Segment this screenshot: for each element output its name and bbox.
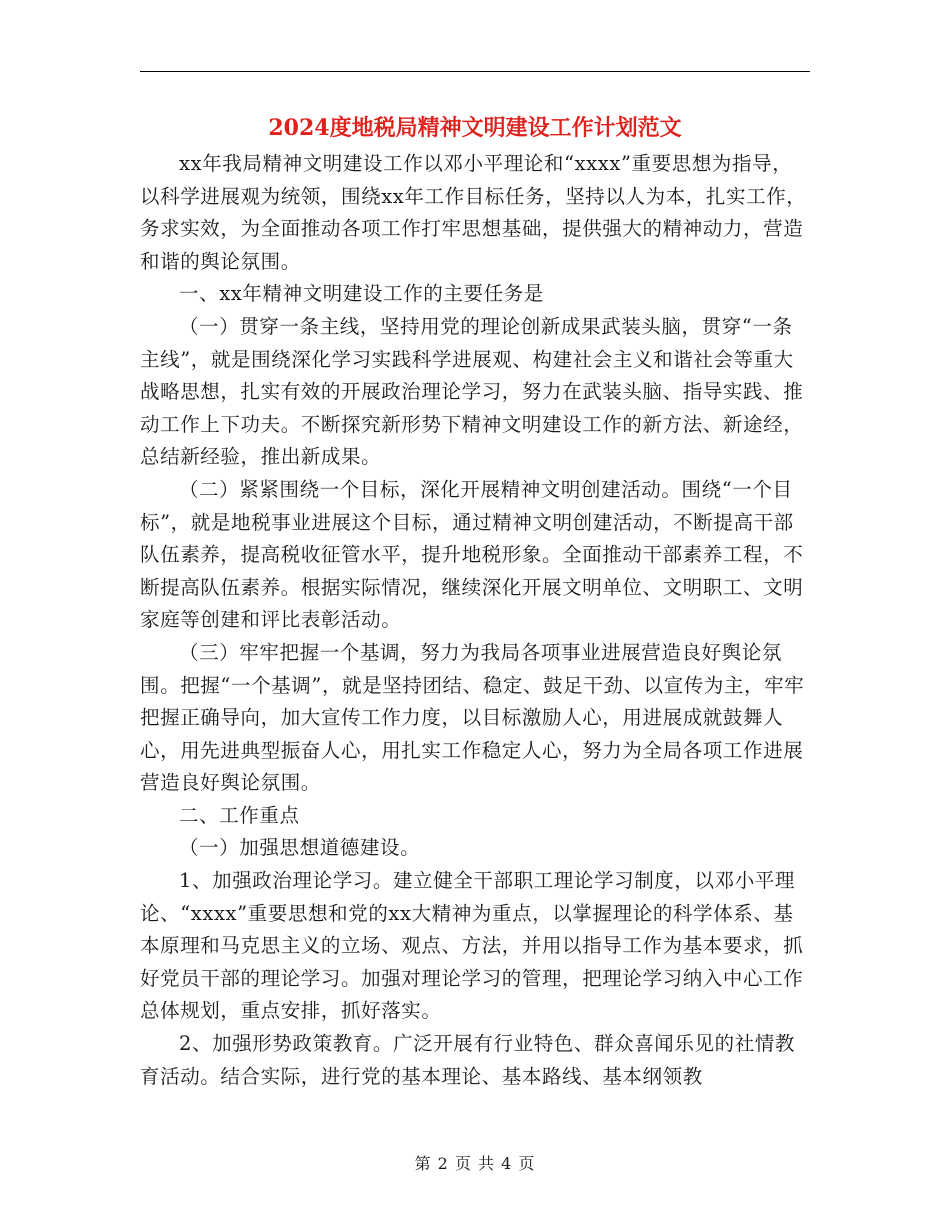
paragraph-item-2: 2、加强形势政策教育。广泛开展有行业特色、群众喜闻乐见的社情教育活动。结合实际，进行党的基本理论、基本路线、基本纲领教: [140, 1032, 796, 1088]
paragraph-task-2: （二）紧紧围绕一个目标，深化开展精神文明创建活动。围绕“一个目标”，就是地税事业进展这个目标，通过精神文明创建活动，不断提高干部队伍素养，提高税收征管水平，提升地税形象。全面推动干部素养工程，不断提高队伍素养。根据实际情况，继续深化开展文明单位、文明职工、文明家庭等创建和评比表彰活动。: [140, 477, 804, 632]
paragraph-task-3: （三）牢牢把握一个基调，努力为我局各项事业进展营造良好舆论氛围。把握“一个基调”，就是坚持团结、稳定、鼓足干劲、以宣传为主，牢牢把握正确导向，加大宣传工作力度，以目标激励人心，用进展成就鼓舞人心，用先进典型振奋人心，用扎实工作稳定人心，努力为全局各项工作进展营造良好舆论氛围。: [140, 640, 805, 795]
document-title: 2024度地税局精神文明建设工作计划范文: [268, 115, 682, 141]
page-number: 第 2 页 共 4 页: [414, 1154, 536, 1173]
paragraph-item-1: 1、加强政治理论学习。建立健全干部职工理论学习制度，以邓小平理论、“xxxx”重要思想和党的xx大精神为重点，以掌握理论的科学体系、基本原理和马克思主义的立场、观点、方法，并用以指导工作为基本要求，抓好党员干部的理论学习。加强对理论学习的管理，把理论学习纳入中心工作总体规划，重点安排，抓好落实。: [140, 869, 804, 1023]
header-rule: [140, 71, 810, 72]
paragraph-section-1-heading: 一、xx年精神文明建设工作的主要任务是: [179, 282, 544, 306]
document-body: [140, 148, 812, 1093]
paragraph-section-2-heading: 二、工作重点: [179, 803, 300, 827]
paragraph-task-1: （一）贯穿一条主线，坚持用党的理论创新成果武装头脑，贯穿“一条主线”，就是围绕深化学习实践科学进展观、构建社会主义和谐社会等重大战略思想，扎实有效的开展政治理论学习，努力在武装头脑、指导实践、推动工作上下功夫。不断探究新形势下精神文明建设工作的新方法、新途经，总结新经验，推出新成果。: [140, 314, 804, 469]
paragraph-subsection-1-heading: （一）加强思想道德建设。: [179, 836, 421, 860]
paragraph-intro: xx年我局精神文明建设工作以邓小平理论和“xxxx”重要思想为指导，以科学进展观为统领，围绕xx年工作目标任务，坚持以人为本，扎实工作，务求实效，为全面推动各项工作打牢思想基础，提供强大的精神动力，营造和谐的舆论氛围。: [140, 152, 807, 273]
